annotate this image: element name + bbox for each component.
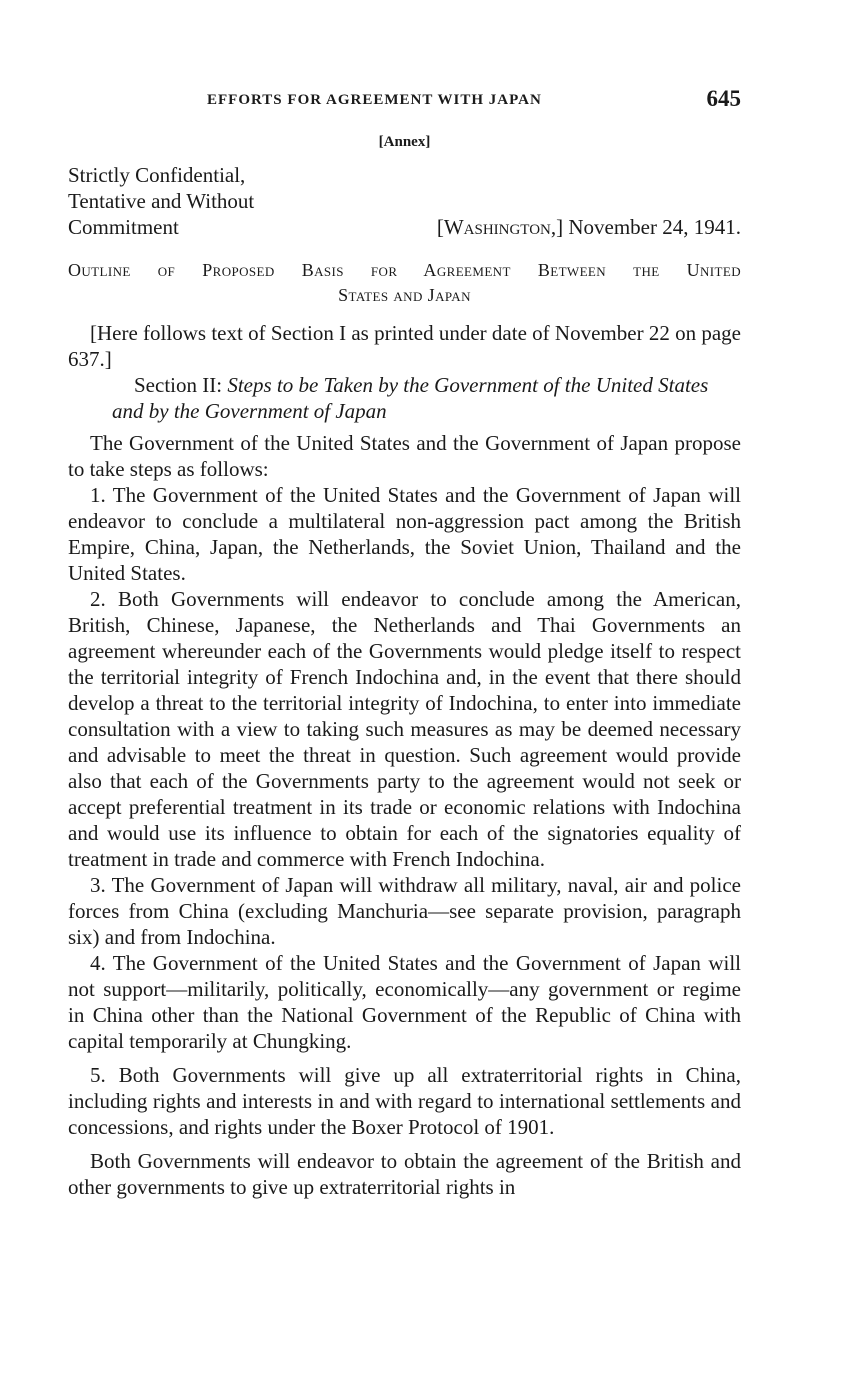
paragraph-2: 2. Both Governments will endeavor to conclude among the American, British, Chinese, Japanese, the Netherlands and Thai Governments an agreement whereunder each of the Governments would pledge itself to respect the territorial integrity of French Indochina and, in the event that there should develop a threat to the territorial integrity of Indochina, to enter into immediate consultation with a view to taking such measures as may be deemed necessary and advisable to meet the threat in question. Such agreement would provide also that each of the Governments party to the agreement would not seek or accept preferential treatment in its trade or economic relations with Indochina and would use its influence to obtain for each of the signatories equality of treatment in trade and commerce with French Indochina. xyxy=(68,587,741,871)
outline-title-line-1: Outline of Proposed Basis for Agreement Between the United xyxy=(68,260,741,280)
body-text xyxy=(68,320,741,1200)
section-two-label: Section II: xyxy=(134,373,223,397)
dateline xyxy=(437,214,741,240)
outline-title xyxy=(68,258,741,308)
confidentiality-line-3: Commitment xyxy=(68,215,179,239)
paragraph-5: 5. Both Governments will give up all extraterritorial rights in China, including rights and interests in and with regard to international settlements and concessions, and rights under the Boxer Protocol of 1901. xyxy=(68,1063,741,1139)
confidentiality-line-2: Tentative and Without xyxy=(68,189,255,213)
page-number: 645 xyxy=(706,86,741,111)
outline-title-line-2: States and Japan xyxy=(338,285,471,305)
running-header xyxy=(68,86,741,116)
section-two-heading xyxy=(68,372,741,424)
paragraph-1: 1. The Government of the United States and the Government of Japan will endeavor to conclude a multilateral non-aggression pact among the British Empire, China, Japan, the Netherlands, the Soviet Union, Thailand and the United States. xyxy=(68,483,741,585)
dateline-date: November 24, 1941. xyxy=(568,215,741,239)
confidentiality-line-1: Strictly Confidential, xyxy=(68,163,246,187)
paragraph-intro: The Government of the United States and the Government of Japan propose to take steps as follows: xyxy=(68,431,741,481)
annex-label: [Annex] xyxy=(378,134,431,150)
dateline-place: [Washington,] xyxy=(436,215,564,239)
section-two-title: Steps to be Taken by the Government of the United States and by the Government of Japan xyxy=(112,373,709,423)
paragraph-4: 4. The Government of the United States and the Government of Japan will not support—militarily, politically, economically—any government or regime in China other than the National Government of the Republic of China with capital temporarily at Chungking. xyxy=(68,951,741,1053)
section-one-note: [Here follows text of Section I as printed under date of November 22 on page 637.] xyxy=(68,321,741,371)
paragraph-3: 3. The Government of Japan will withdraw all military, naval, air and police forces from China (excluding Manchuria—see separate provision, paragraph six) and from Indochina. xyxy=(68,873,741,949)
confidentiality-note xyxy=(68,162,254,240)
running-title: EFFORTS FOR AGREEMENT WITH JAPAN xyxy=(207,92,542,108)
paragraph-5-continued: Both Governments will endeavor to obtain the agreement of the British and other governments to give up extraterritorial rights in xyxy=(68,1149,741,1199)
